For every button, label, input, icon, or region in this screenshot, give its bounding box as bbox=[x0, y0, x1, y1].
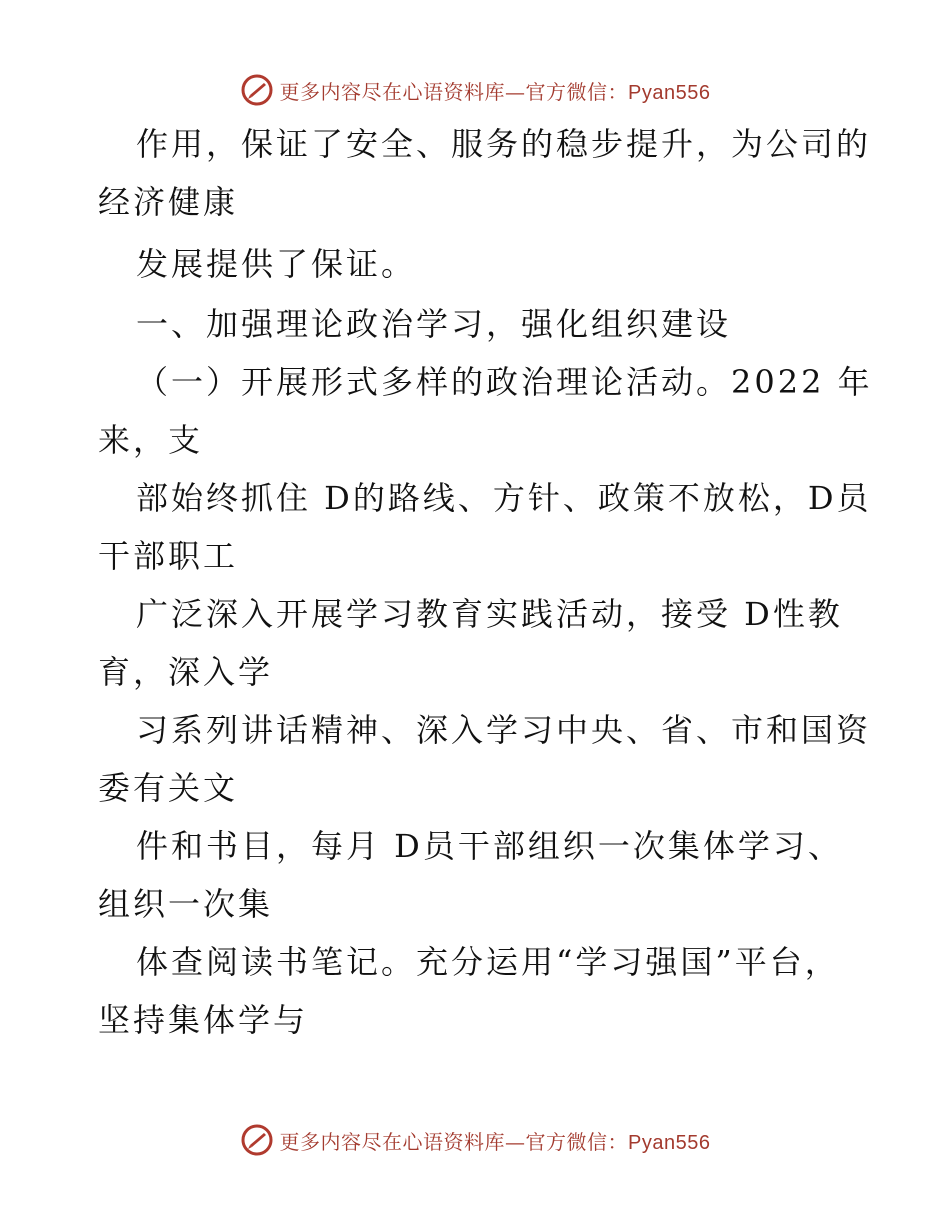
banner-wechat-id: Pyan556 bbox=[628, 1131, 711, 1154]
subsection-heading: （一）开展形式多样的政治理论活动。2022 年 bbox=[136, 363, 873, 401]
top-banner bbox=[0, 72, 950, 108]
text-line: 坚持集体学与 bbox=[98, 1001, 309, 1039]
logo-icon bbox=[240, 73, 274, 107]
banner-text bbox=[280, 76, 711, 105]
text-line: 体查阅读书笔记。充分运用“学习强国”平台， bbox=[136, 943, 840, 981]
banner-text bbox=[280, 1126, 711, 1155]
text-line: 经济健康 bbox=[98, 183, 239, 221]
bottom-banner bbox=[0, 1122, 950, 1158]
banner-wechat-id: Pyan556 bbox=[628, 81, 711, 104]
logo-icon bbox=[240, 1123, 274, 1157]
text-line: 来，支 bbox=[98, 421, 204, 459]
text-line: 组织一次集 bbox=[98, 885, 274, 923]
text-line: 广泛深入开展学习教育实践活动，接受 D性教 bbox=[136, 595, 843, 633]
text-line: 作用，保证了安全、服务的稳步提升，为公司的 bbox=[136, 125, 872, 163]
text-line: 发展提供了保证。 bbox=[136, 245, 417, 283]
text-line: 育，深入学 bbox=[98, 653, 274, 691]
text-line: 件和书目，每月 D员干部组织一次集体学习、 bbox=[136, 827, 843, 865]
banner-prefix: 更多内容尽在心语资料库—官方微信： bbox=[279, 79, 629, 104]
text-line: 委有关文 bbox=[98, 769, 239, 807]
text-line: 习系列讲话精神、深入学习中央、省、市和国资 bbox=[136, 711, 872, 749]
banner-prefix: 更多内容尽在心语资料库—官方微信： bbox=[279, 1129, 629, 1154]
text-line: 干部职工 bbox=[98, 537, 239, 575]
section-heading: 一、加强理论政治学习，强化组织建设 bbox=[136, 305, 732, 343]
text-line: 部始终抓住 D的路线、方针、政策不放松，D员 bbox=[136, 479, 872, 517]
